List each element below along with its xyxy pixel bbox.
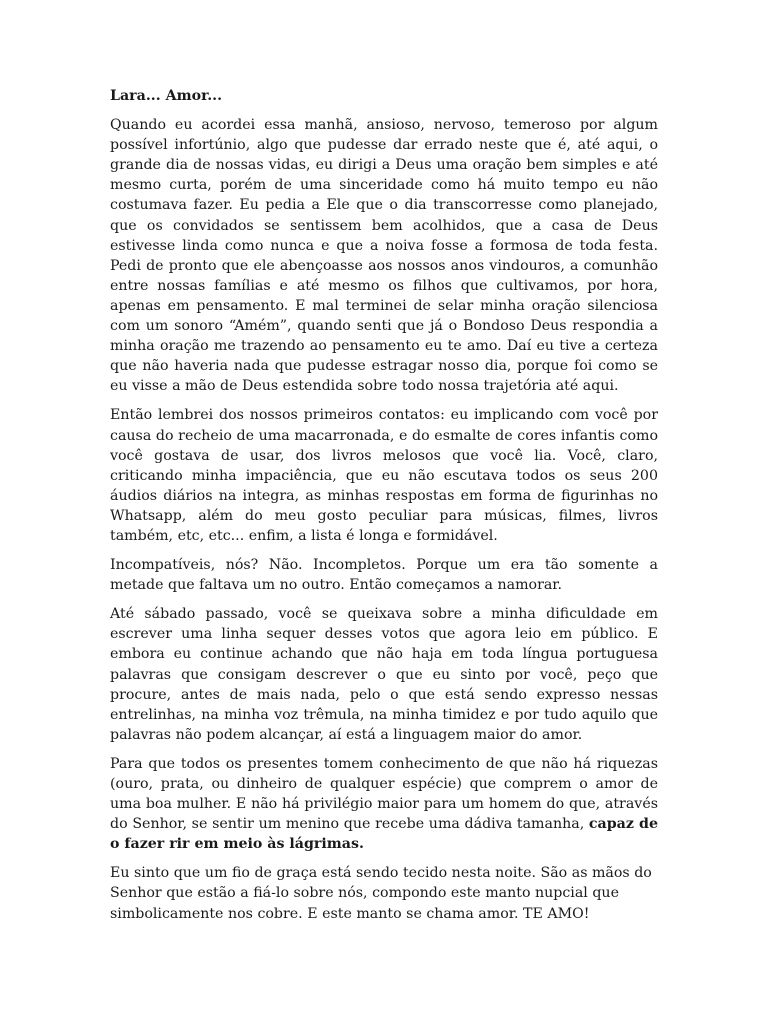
paragraph-2: Então lembrei dos nossos primeiros contatos: eu implicando com você por causa do recheio de uma macarronada, e do esmalte de cores infantis como você gostava de usar, dos livros melosos que você lia. Você, claro, criticando minha impaciência, que eu não escutava todos os seus 200 áudios diários na integra, as minhas respostas em forma de figurinhas no Whatsapp, além do meu gosto peculiar para músicas, filmes, livros também, etc, etc... enfim, a lista é longa e formidável.: [110, 407, 658, 544]
paragraph-6: Eu sinto que um fio de graça está sendo tecido nesta noite. São as mãos do Senhor que estão a fiá-lo sobre nós, compondo este manto nupcial que simbolicamente nos cobre. E este manto se chama amor. TE AMO!: [110, 865, 652, 922]
paragraph-5: [110, 754, 658, 854]
paragraph-4: Até sábado passado, você se queixava sobre a minha dificuldade em escrever uma linha sequer desses votos que agora leio em público. E embora eu continue achando que não haja em toda língua portuguesa palavras que consigam descrever o que eu sinto por você, peço que procure, antes de mais nada, pelo o que está sendo expresso nessas entrelinhas, na minha voz trêmula, na minha timidez e por tudo aquilo que palavras não podem alcançar, aí está a linguagem maior do amor.: [110, 606, 658, 743]
paragraph-5-bold-text: capaz de o fazer rir em meio às lágrimas.: [110, 816, 658, 853]
paragraph-5-text: Para que todos os presentes tomem conhecimento de que não há riquezas (ouro, prata, ou dinheiro de qualquer espécie) que comprem o amor de uma boa mulher. E não há privilégio maior para um homem do que, através do Senhor, se sentir um menino que recebe uma dádiva tamanha,: [110, 755, 658, 833]
letter-title: Lara... Amor...: [110, 88, 223, 104]
paragraph-1: Quando eu acordei essa manhã, ansioso, nervoso, temeroso por algum possível infortúnio, algo que pudesse dar errado neste que é, até aqui, o grande dia de nossas vidas, eu dirigi a Deus uma oração bem simples e até mesmo curta, porém de uma sinceridade como há muito tempo eu não costumava fazer. Eu pedia a Ele que o dia transcorresse como planejado, que os convidados se sentissem bem acolhidos, que a casa de Deus estivesse linda como nunca e que a noiva fosse a formosa de toda festa. Pedi de pronto que ele abençoasse aos nossos anos vindouros, a comunhão entre nossas famílias e até mesmo os filhos que cultivamos, por hora, apenas em pensamento. E mal terminei de selar minha oração silenciosa com um sonoro “Amém”, quando senti que já o Bondoso Deus respondia a minha oração me trazendo ao pensamento eu te amo. Daí eu tive a certeza que não haveria nada que pudesse estragar nosso dia, porque foi como se eu visse a mão de Deus estendida sobre todo nossa trajetória até aqui.: [110, 117, 658, 395]
letter-page: [110, 86, 658, 933]
paragraph-3: Incompatíveis, nós? Não. Incompletos. Porque um era tão somente a metade que faltava um no outro. Então começamos a namorar.: [110, 557, 658, 594]
